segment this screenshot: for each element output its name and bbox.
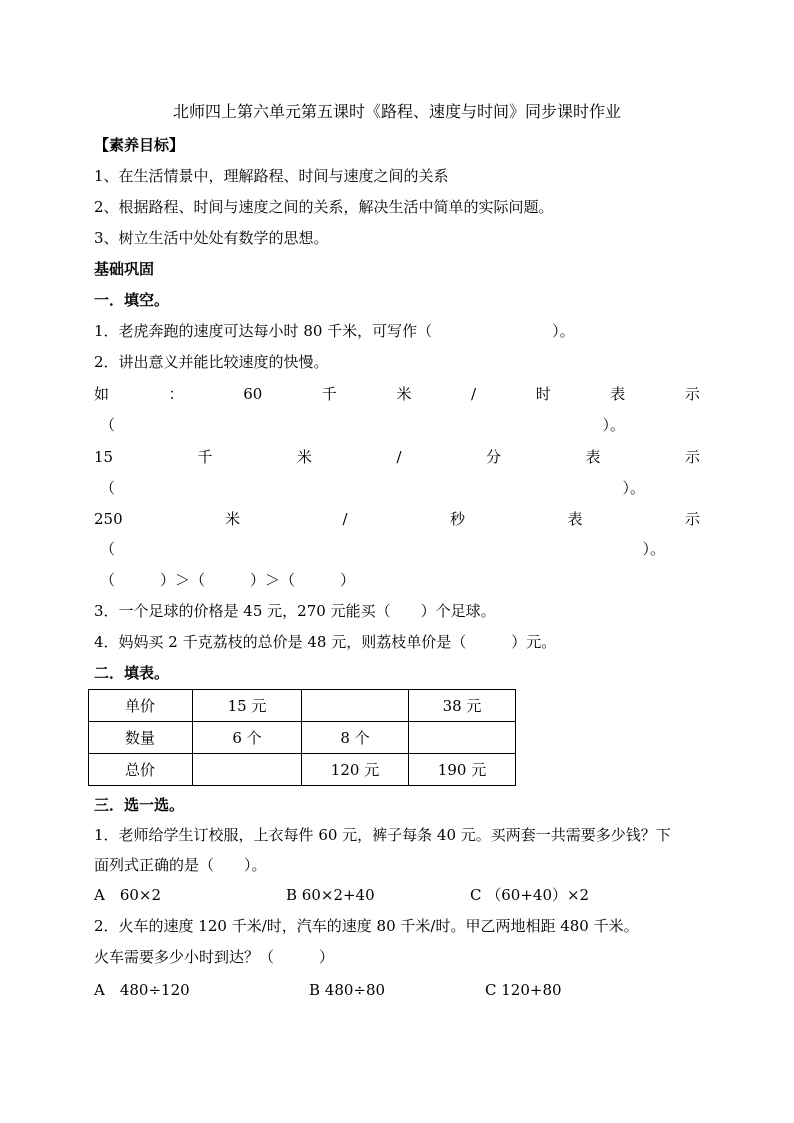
table-cell <box>302 690 409 722</box>
table-cell: 8 个 <box>302 722 409 754</box>
page-title: 北师四上第六单元第五课时《路程、速度与时间》同步课时作业 <box>172 102 621 121</box>
speed-row-3-token: 示 <box>684 510 700 528</box>
table-header-cell: 数量 <box>89 722 193 754</box>
open-paren: （ <box>100 479 116 497</box>
table-cell: 120 元 <box>302 754 409 786</box>
speed-row-2-token: 15 <box>94 448 114 466</box>
table-row <box>89 722 516 754</box>
table-cell <box>409 722 516 754</box>
table-header-cell: 总价 <box>89 754 193 786</box>
speed-row-2-token: 表 <box>585 448 601 466</box>
speed-compare: （ ）＞（ ）＞（ ） <box>100 571 356 589</box>
choice-question-2-line-2: 火车需要多少小时到达？（ ） <box>94 948 335 966</box>
goal-item-3: 3、树立生活中处处有数学的思想。 <box>94 229 329 247</box>
goals-heading: 【素养目标】 <box>94 136 185 154</box>
option-b: B 480÷80 <box>309 981 386 999</box>
speed-row-3-token: 秒 <box>450 510 466 528</box>
section2-heading: 二．填表。 <box>94 664 170 682</box>
section3-heading: 三．选一选。 <box>94 796 185 814</box>
speed-row-3-token: 250 <box>94 510 123 528</box>
speed-row-2-token: 示 <box>684 448 700 466</box>
choice-question-1-line-1: 1．老师给学生订校服，上衣每件 60 元，裤子每条 40 元。买两套一共需要多少钱？下 <box>94 826 671 844</box>
speed-row-2-token: / <box>396 448 402 466</box>
speed-row-1-token: 米 <box>396 385 412 403</box>
speed-row-2-answer <box>100 478 645 498</box>
option-a: A 480÷120 <box>94 981 190 999</box>
speed-row-1-token: 表 <box>610 385 626 403</box>
speed-row-1-token: 千 <box>321 385 337 403</box>
speed-row-2-token: 米 <box>297 448 313 466</box>
table-header-cell: 单价 <box>89 690 193 722</box>
fill-question-2: 2．讲出意义并能比较速度的快慢。 <box>94 353 329 371</box>
speed-row-3 <box>94 509 700 529</box>
close-paren: ）。 <box>602 416 625 434</box>
speed-row-2-token: 千 <box>197 448 213 466</box>
speed-row-3-token: 米 <box>225 510 241 528</box>
table-cell <box>193 754 302 786</box>
fill-question-1: 1．老虎奔跑的速度可达每小时 80 千米，可写作（ ）。 <box>94 322 575 340</box>
speed-row-1-token: 60 <box>243 385 263 403</box>
table-row <box>89 754 516 786</box>
speed-row-1-answer <box>100 415 625 435</box>
goal-item-2: 2、根据路程、时间与速度之间的关系，解决生活中简单的实际问题。 <box>94 198 554 216</box>
open-paren: （ <box>100 416 116 434</box>
table-cell: 38 元 <box>409 690 516 722</box>
speed-row-3-token: / <box>342 510 348 528</box>
option-b: B 60×2+40 <box>286 886 375 904</box>
option-a: A 60×2 <box>94 886 162 904</box>
table-cell: 15 元 <box>193 690 302 722</box>
section1-heading: 一．填空。 <box>94 291 170 309</box>
speed-row-1-token: 如 <box>94 385 110 403</box>
speed-row-1-token: 时 <box>535 385 551 403</box>
speed-row-3-answer <box>100 539 665 559</box>
speed-row-3-token: 表 <box>567 510 583 528</box>
speed-row-2 <box>94 447 700 467</box>
speed-row-1-token: ： <box>168 385 184 403</box>
table-row <box>89 690 516 722</box>
choice-question-1-line-2: 面列式正确的是（ ）。 <box>94 856 267 874</box>
choice-question-2-line-1: 2．火车的速度 120 千米/时，汽车的速度 80 千米/时。甲乙两地相距 480 千米。 <box>94 917 639 935</box>
price-table <box>88 689 516 786</box>
speed-row-1-token: 示 <box>684 385 700 403</box>
goal-item-1: 1、在生活情景中，理解路程、时间与速度之间的关系 <box>94 167 449 185</box>
close-paren: ）。 <box>642 540 665 558</box>
basics-heading: 基础巩固 <box>94 260 155 278</box>
option-c: C （60+40）×2 <box>470 886 590 904</box>
speed-row-2-token: 分 <box>486 448 502 466</box>
fill-question-4: 4．妈妈买 2 千克荔枝的总价是 48 元，则荔枝单价是（ ）元。 <box>94 633 557 651</box>
table-cell: 6 个 <box>193 722 302 754</box>
close-paren: ）。 <box>622 479 645 497</box>
fill-question-3: 3．一个足球的价格是 45 元，270 元能买（ ）个足球。 <box>94 602 496 620</box>
open-paren: （ <box>100 540 116 558</box>
table-cell: 190 元 <box>409 754 516 786</box>
speed-row-1 <box>94 384 700 404</box>
speed-row-1-token: / <box>471 385 477 403</box>
option-c: C 120+80 <box>485 981 562 999</box>
